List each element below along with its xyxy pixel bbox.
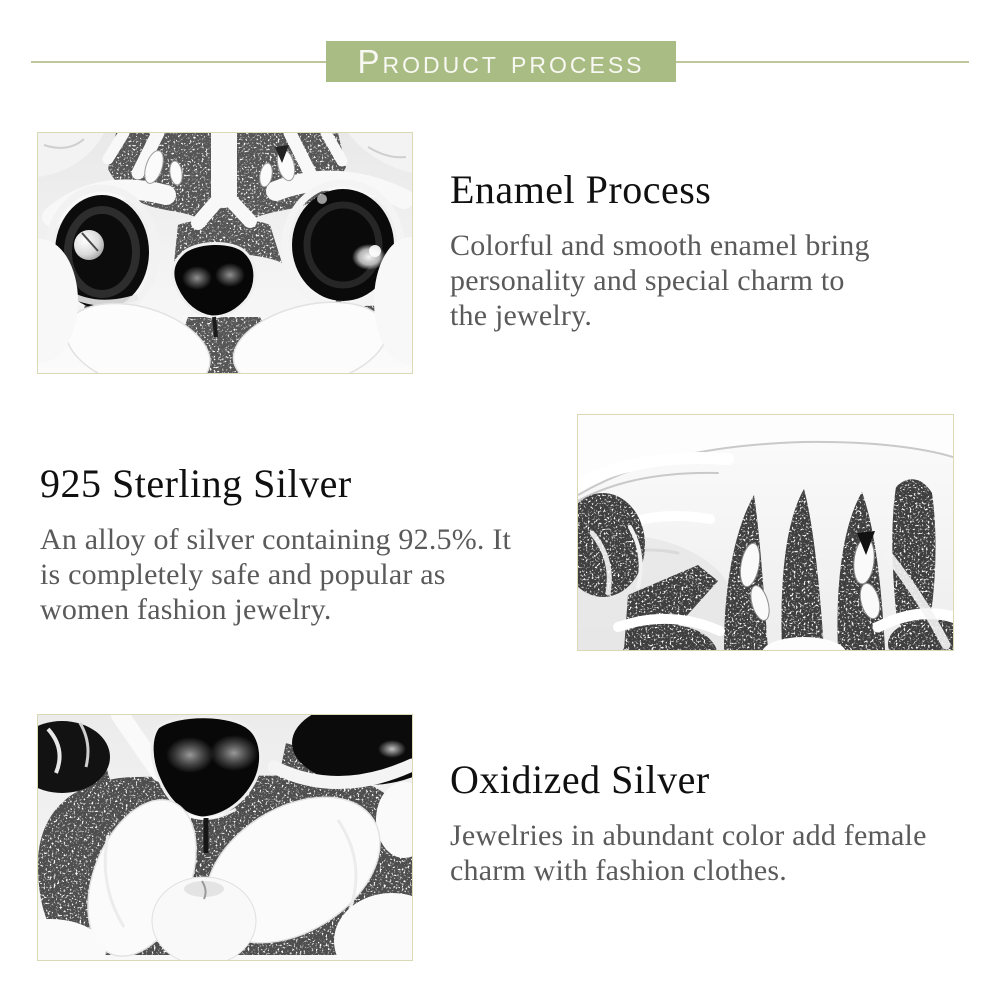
section-body-line: Colorful and smooth enamel bring [450,229,870,262]
header-rule-left [31,61,326,63]
section-enamel-process [450,167,870,333]
product-photo-sterling [577,414,954,651]
product-photo-enamel [37,132,413,374]
header-banner [326,41,676,82]
section-heading: Enamel Process [450,167,712,212]
section-sterling-silver [40,461,511,627]
section-body-line: personality and special charm to [450,264,845,297]
pug-face-image [38,133,412,373]
section-body-line: the jewelry. [450,299,593,332]
section-body-line: charm with fashion clothes. [450,854,787,887]
section-body-line: An alloy of silver containing 92.5%. It [40,523,512,556]
pug-head-top-image [578,415,953,650]
header-rule-right [676,61,969,63]
chin [152,877,256,960]
section-body-line: is completely safe and popular as [40,558,446,591]
section-oxidized-silver [450,757,927,888]
section-body-line: women fashion jewelry. [40,593,332,626]
section-heading: 925 Sterling Silver [40,461,352,506]
section-body-line: Jewelries in abundant color add female [450,819,927,852]
product-photo-oxidized [37,714,413,961]
pug-muzzle-image [38,715,412,960]
section-heading: Oxidized Silver [450,757,710,802]
page-title: Product process [357,43,645,80]
